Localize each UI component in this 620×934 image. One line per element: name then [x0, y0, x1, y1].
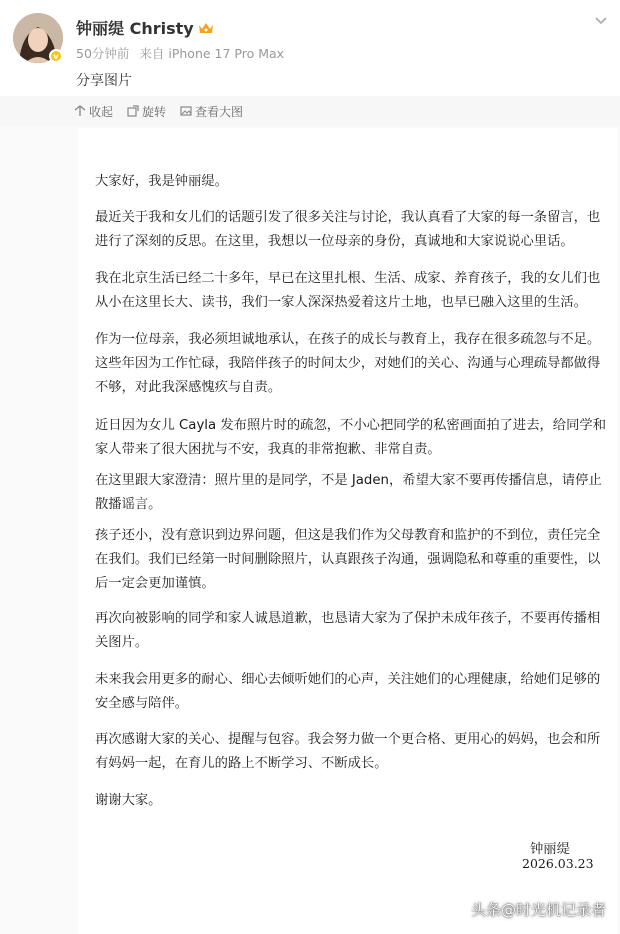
letter-paragraph: 大家好，我是钟丽缇。 — [95, 174, 228, 189]
rotate-label: 旋转 — [142, 104, 167, 119]
letter-paragraph: 再次向被影响的同学和家人诚恳道歉，也恳请大家为了保护未成年孩子，不要再传播相关图片。 — [95, 611, 601, 650]
user-name[interactable] — [76, 16, 214, 39]
letter-date: 2026.03.23 — [522, 856, 594, 871]
letter-signature: 钟丽缇 — [530, 842, 570, 857]
post-meta — [76, 44, 290, 62]
collapse-icon — [74, 105, 86, 117]
letter-paragraph: 孩子还小，没有意识到边界问题，但这是我们作为父母教育和监护的不到位，责任完全在我们。我们已经第一时间删除照片，认真跟孩子沟通，强调隐私和尊重的重要性，以后一定会更加谨慎。 — [95, 528, 601, 591]
letter-paragraph: 最近关于我和女儿们的话题引发了很多关注与讨论，我认真看了大家的每一条留言，也进行了深刻的反思。在这里，我想以一位母亲的身份，真诚地和大家说说心里话。 — [95, 210, 601, 249]
letter-paragraph: 谢谢大家。 — [95, 793, 162, 808]
letter-paragraph: 我在北京生活已经二十多年，早已在这里扎根、生活、成家、养育孩子，我的女儿们也从小在这里长大、读书，我们一家人深深热爱着这片土地，也早已融入这里的生活。 — [95, 271, 601, 310]
collapse-button[interactable] — [74, 103, 113, 120]
view-large-label: 查看大图 — [195, 104, 244, 119]
letter-paragraph: 在这里跟大家澄清：照片里的是同学，不是 Jaden，希望大家不要再传播信息，请停止散播谣言。 — [95, 473, 602, 512]
view-large-button[interactable] — [180, 103, 243, 120]
rotate-button[interactable] — [127, 103, 166, 120]
image-toolbar — [0, 96, 620, 126]
post-header — [0, 0, 620, 96]
user-name-text: 钟丽缇 Christy — [76, 19, 194, 38]
image-icon — [180, 105, 192, 117]
letter-paragraph: 未来我会用更多的耐心、细心去倾听她们的心声，关注她们的心理健康，给她们足够的安全感与陪伴。 — [95, 672, 601, 711]
post-time: 50分钟前 — [76, 46, 130, 61]
post-text: 分享图片 — [76, 73, 132, 89]
watermark: 头条@时光机记录者 — [470, 901, 606, 919]
letter-paragraph: 近日因为女儿 Cayla 发布照片时的疏忽，不小心把同学的私密画面拍了进去，给同学和家人带来了很大困扰与不安，我真的非常抱歉、非常自责。 — [95, 418, 606, 457]
collapse-label: 收起 — [89, 104, 114, 119]
chevron-down-icon[interactable] — [590, 10, 612, 32]
post-source: 来自 iPhone 17 Pro Max — [139, 46, 285, 61]
verified-badge-icon: v — [49, 49, 63, 63]
letter-paragraph: 作为一位母亲，我必须坦诚地承认，在孩子的成长与教育上，我存在很多疏忽与不足。这些年因为工作忙碌，我陪伴孩子的时间太少，对她们的关心、沟通与心理疏导都做得不够，对此我深感愧疚与自责。 — [95, 332, 601, 395]
letter-paragraph: 再次感谢大家的关心、提醒与包容。我会努力做一个更合格、更用心的妈妈，也会和所有妈妈一起，在育儿的路上不断学习、不断成长。 — [95, 732, 601, 771]
letter-image — [78, 128, 618, 934]
rotate-icon — [127, 105, 139, 117]
crown-icon — [198, 21, 214, 35]
